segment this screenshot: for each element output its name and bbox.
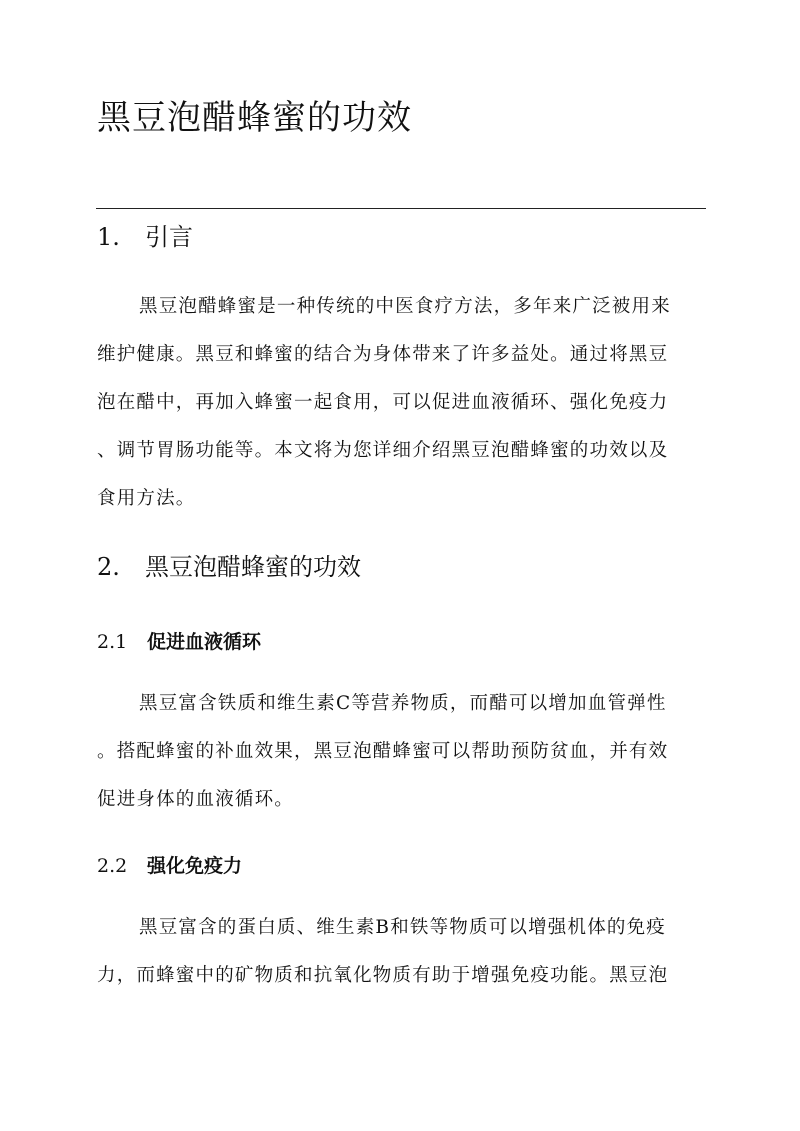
section-number: 1.: [97, 223, 120, 251]
immunity-paragraph: [97, 904, 703, 1000]
intro-paragraph: [97, 283, 703, 523]
subsection-heading-immunity: [97, 852, 242, 880]
paragraph-line: 、调节胃肠功能等。本文将为您详细介绍黑豆泡醋蜂蜜的功效以及: [97, 440, 669, 461]
section-heading-benefits: [97, 550, 361, 584]
subsection-number: 2.1: [97, 631, 128, 653]
section-number: 2.: [97, 553, 120, 581]
section-title: 黑豆泡醋蜂蜜的功效: [145, 553, 361, 581]
subsection-title: 促进血液循环: [147, 631, 262, 653]
paragraph-line: 黑豆泡醋蜂蜜是一种传统的中医食疗方法，多年来广泛被用来: [139, 296, 671, 317]
circulation-paragraph: [97, 680, 703, 824]
paragraph-line: 黑豆富含的蛋白质、维生素B和铁等物质可以增强机体的免疫: [139, 917, 666, 938]
paragraph-line: 。搭配蜂蜜的补血效果，黑豆泡醋蜂蜜可以帮助预防贫血，并有效: [97, 741, 669, 762]
paragraph-line: 维护健康。黑豆和蜂蜜的结合为身体带来了许多益处。通过将黑豆: [97, 344, 669, 365]
subsection-heading-circulation: [97, 628, 261, 656]
paragraph-line: 促进身体的血液循环。: [97, 789, 295, 810]
subsection-title: 强化免疫力: [147, 855, 243, 877]
paragraph-line: 食用方法。: [97, 488, 196, 509]
document-title: 黑豆泡醋蜂蜜的功效: [97, 98, 412, 138]
paragraph-line: 力，而蜂蜜中的矿物质和抗氧化物质有助于增强免疫功能。黑豆泡: [97, 965, 669, 986]
paragraph-line: 黑豆富含铁质和维生素C等营养物质，而醋可以增加血管弹性: [139, 693, 667, 714]
section-title: 引言: [145, 223, 193, 251]
title-divider: [96, 208, 706, 209]
section-heading-intro: [97, 220, 193, 254]
subsection-number: 2.2: [97, 855, 128, 877]
paragraph-line: 泡在醋中，再加入蜂蜜一起食用，可以促进血液循环、强化免疫力: [97, 392, 669, 413]
